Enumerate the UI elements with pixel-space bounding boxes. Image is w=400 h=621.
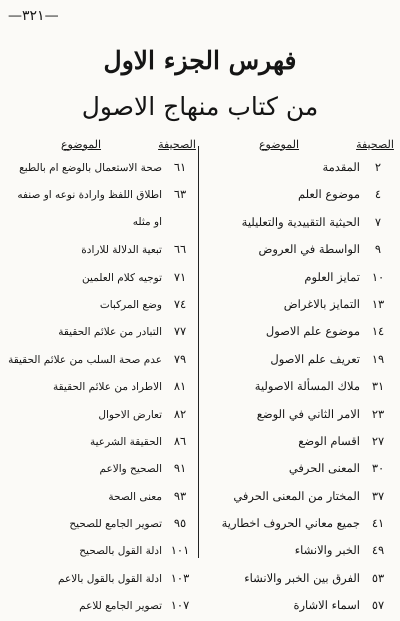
- index-entry: [204, 401, 396, 428]
- entry-topic: اسماء الاشارة: [293, 598, 360, 613]
- entry-page-number: ١٤: [371, 324, 385, 339]
- topic-header-label: الموضوع: [258, 137, 300, 151]
- entry-page-number: ٥٣: [371, 570, 385, 585]
- entry-topic: ملاك المسألة الاصولية: [254, 379, 360, 394]
- topic-header-label: الموضوع: [60, 137, 102, 151]
- index-entry: [204, 318, 396, 345]
- entry-page-number: ١٩: [371, 351, 385, 366]
- entry-page-number: ١٠٧: [170, 598, 190, 613]
- entry-topic: توجيه كلام العلمين: [82, 271, 162, 284]
- entry-topic: اطلاق اللفظ وارادة نوعه او صنفه: [17, 189, 162, 202]
- entry-page-number: ١٠١: [170, 543, 190, 558]
- entry-topic: الامر الثاني في الوضع: [256, 406, 360, 421]
- right-index-list: [204, 154, 396, 620]
- entry-topic: التمايز بالاغراض: [283, 296, 360, 311]
- entry-page-number: ١٠: [371, 269, 385, 284]
- index-entry: [6, 510, 198, 537]
- entry-page-number: ٢: [374, 160, 382, 174]
- index-entry: [204, 209, 396, 236]
- entry-topic: الاطراد من علائم الحقيقة: [52, 381, 162, 394]
- entry-page-number: ٣١: [371, 379, 385, 394]
- entry-page-number: ٩٥: [173, 516, 187, 531]
- entry-topic: الواسطة في العروض: [258, 242, 360, 257]
- index-subtitle: من كتاب منهاج الاصول: [81, 92, 319, 121]
- column-divider: [198, 146, 199, 558]
- entry-page-number: ٥٧: [371, 598, 385, 613]
- entry-topic: الخبر والانشاء: [294, 543, 360, 558]
- index-entry: [6, 209, 198, 236]
- index-entry: [6, 592, 198, 619]
- index-entry: [204, 592, 396, 619]
- index-entry: [204, 483, 396, 510]
- entry-topic: موضوع العلم: [297, 187, 360, 202]
- entry-topic: عدم صحة السلب من علائم الحقيقة: [8, 353, 162, 366]
- entry-topic: تصوير الجامع للاعم: [79, 600, 162, 613]
- index-entry: [6, 181, 198, 208]
- index-entry: [204, 346, 396, 373]
- entry-topic: الفرق بين الخبر والانشاء: [244, 570, 360, 585]
- index-entry: [6, 428, 198, 455]
- entry-page-number: ٨٦: [173, 433, 187, 448]
- entry-topic: تعارض الاحوال: [98, 408, 162, 421]
- entry-page-number: ٧٧: [173, 324, 187, 339]
- entry-page-number: ٢٣: [371, 406, 385, 421]
- entry-topic: الحيثية التقييدية والتعليلية: [241, 214, 360, 229]
- entry-page-number: ١٣: [371, 296, 385, 311]
- entry-topic: صحة الاستعمال بالوضع ام بالطبع: [19, 162, 162, 174]
- index-entry: [6, 401, 198, 428]
- index-entry: [6, 373, 198, 400]
- entry-page-number: ٧١: [173, 269, 187, 284]
- entry-page-number: ٨١: [173, 379, 187, 394]
- page-header-label: الصحيفة: [356, 137, 394, 151]
- entry-topic: تبعية الدلالة للارادة: [81, 244, 162, 257]
- entry-topic: او مثله: [132, 215, 162, 228]
- entry-page-number: ٩١: [173, 461, 187, 476]
- entry-page-number: ٢٧: [371, 433, 385, 448]
- index-entry: [6, 236, 198, 263]
- entry-page-number: ٧٩: [173, 351, 187, 366]
- entry-topic: المختار من المعنى الحرفي: [233, 488, 360, 503]
- page-header-label: الصحيفة: [158, 137, 196, 151]
- index-entry: [6, 565, 198, 592]
- entry-page-number: ١٠٣: [170, 570, 190, 585]
- index-entry: [204, 537, 396, 564]
- entry-topic: ادلة القول بالقول بالاعم: [58, 572, 162, 585]
- entry-page-number: ٦١: [173, 160, 187, 174]
- index-entry: [204, 154, 396, 181]
- index-entry: [6, 346, 198, 373]
- index-entry: [204, 264, 396, 291]
- left-column: [6, 134, 198, 620]
- entry-topic: اقسام الوضع: [298, 433, 360, 448]
- index-entry: [6, 154, 198, 181]
- entry-page-number: ٤١: [371, 516, 385, 531]
- index-entry: [6, 537, 198, 564]
- index-entry: [6, 318, 198, 345]
- entry-page-number: ٣٠: [371, 461, 385, 476]
- entry-topic: تصوير الجامع للصحيح: [69, 518, 162, 531]
- index-entry: [6, 455, 198, 482]
- page-number: —٣٢١—: [8, 8, 59, 24]
- index-entry: [204, 236, 396, 263]
- entry-page-number: ٩٣: [173, 488, 187, 503]
- index-entry: [204, 510, 396, 537]
- entry-topic: التبادر من علائم الحقيقة: [58, 326, 162, 339]
- entry-page-number: ٧٤: [173, 296, 187, 311]
- index-entry: [204, 181, 396, 208]
- entry-topic: تعريف علم الاصول: [270, 351, 360, 366]
- left-column-header: [6, 134, 198, 154]
- index-entry: [204, 373, 396, 400]
- index-entry: [204, 291, 396, 318]
- entry-page-number: ٧: [374, 214, 382, 229]
- entry-page-number: ٩: [374, 242, 382, 257]
- entry-page-number: ٤: [374, 187, 382, 202]
- entry-topic: المقدمة: [322, 160, 360, 174]
- index-entry: [204, 428, 396, 455]
- entry-topic: الحقيقة الشرعية: [90, 435, 162, 448]
- entry-page-number: ٦٣: [173, 187, 187, 202]
- entry-page-number: ٨٢: [173, 406, 187, 421]
- entry-topic: معنى الصحة: [108, 490, 162, 503]
- index-entry: [6, 264, 198, 291]
- index-entry: [204, 455, 396, 482]
- entry-topic: موضوع علم الاصول: [265, 324, 360, 339]
- entry-page-number: ٤٩: [371, 543, 385, 558]
- index-title: فهرس الجزء الاول: [103, 46, 297, 75]
- left-index-list: [6, 154, 198, 620]
- entry-topic: ادلة القول بالصحيح: [79, 545, 162, 558]
- entry-topic: المعنى الحرفي: [288, 461, 360, 476]
- right-column-header: [204, 134, 396, 154]
- right-column: [204, 134, 396, 620]
- entry-page-number: ٦٦: [173, 242, 187, 257]
- entry-topic: الصحيح والاعم: [99, 463, 162, 476]
- entry-page-number: ٣٧: [371, 488, 385, 503]
- index-entry: [6, 291, 198, 318]
- index-entry: [6, 483, 198, 510]
- entry-topic: تمايز العلوم: [304, 269, 360, 284]
- index-entry: [204, 565, 396, 592]
- entry-topic: وضع المركبات: [99, 298, 162, 311]
- entry-topic: جميع معاني الحروف اخطارية: [221, 516, 360, 531]
